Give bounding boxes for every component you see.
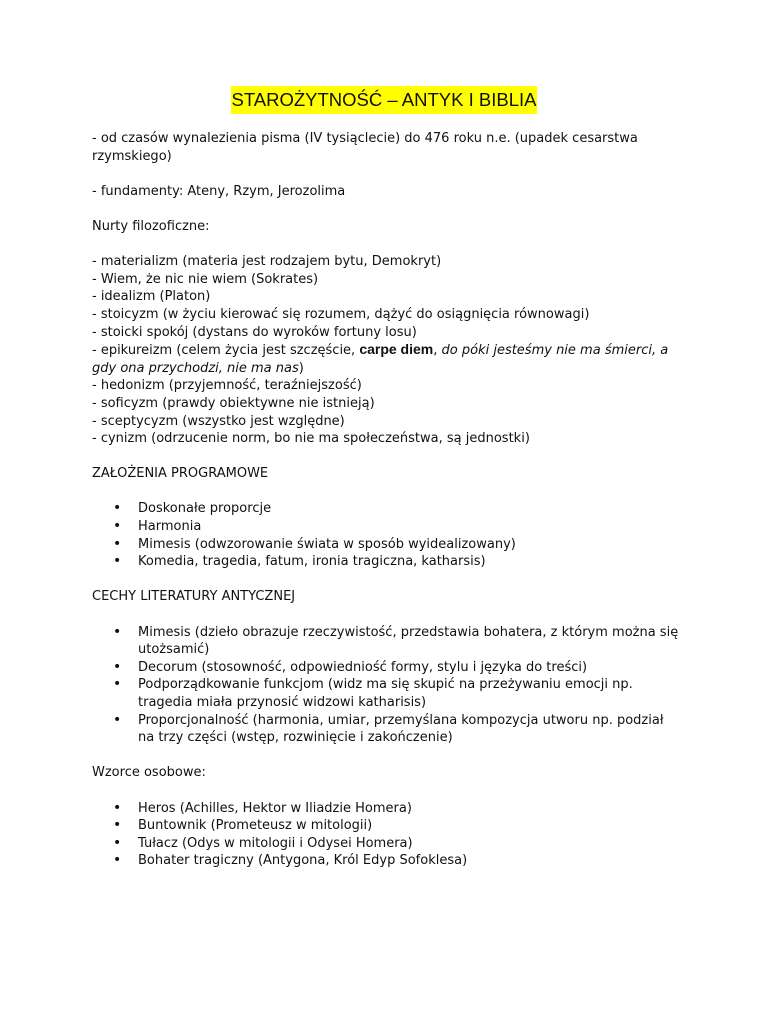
document-body <box>92 130 682 870</box>
list-item: - sceptycyzm (wszystko jest względne) <box>92 413 345 429</box>
philosophy-heading: Nurty filozoficzne: <box>92 218 210 234</box>
list-item: • Mimesis (dzieło obrazuje rzeczywistość, przedstawia bohatera, z którym można się utożsamić) <box>92 624 682 659</box>
carpe-diem-phrase: carpe diem <box>359 341 434 358</box>
list-item: - materializm (materia jest rodzajem bytu, Demokryt) <box>92 254 442 270</box>
list-item: • Heros (Achilles, Hektor w Iliadzie Homera) <box>92 800 682 818</box>
list-item: • Tułacz (Odys w mitologii i Odysei Homera) <box>92 835 682 853</box>
list-item: • Komedia, tragedia, fatum, ironia tragiczna, katharsis) <box>92 553 682 571</box>
list-item: - Wiem, że nic nie wiem (Sokrates) <box>92 271 319 287</box>
list-item: - hedonizm (przyjemność, teraźniejszość) <box>92 378 362 394</box>
program-list <box>92 500 682 570</box>
intro-line-period: - od czasów wynalezienia pisma (IV tysiąclecie) do 476 roku n.e. (upadek cesarstwa rzymskiego) <box>92 131 638 164</box>
list-item: • Bohater tragiczny (Antygona, Król Edyp Sofoklesa) <box>92 852 682 870</box>
role-models-heading: Wzorce osobowe: <box>92 765 206 781</box>
intro-line-foundations: - fundamenty: Ateny, Rzym, Jerozolima <box>92 183 346 199</box>
list-item: • Harmonia <box>92 518 682 536</box>
features-heading: CECHY LITERATURY ANTYCZNEJ <box>92 589 296 605</box>
list-item: - stoicyzm (w życiu kierować się rozumem, dążyć do osiągnięcia równowagi) <box>92 306 590 322</box>
philosophy-list <box>92 253 682 448</box>
list-item: - stoicki spokój (dystans do wyroków fortuny losu) <box>92 324 417 340</box>
list-item-epikureizm: - epikureizm (celem życia jest szczęście, carpe diem, do póki jesteśmy nie ma śmierci, a gdy ona przychodzi, nie ma nas) <box>92 341 669 376</box>
epikureizm-text: - epikureizm (celem życia jest szczęście, <box>92 343 360 359</box>
list-item: - cynizm (odrzucenie norm, bo nie ma społeczeństwa, są jednostki) <box>92 431 530 447</box>
epikureizm-quote: do póki jesteśmy nie ma śmierci, a gdy ona przychodzi, nie ma nas <box>92 343 669 376</box>
list-item: • Podporządkowanie funkcjom (widz ma się skupić na przeżywaniu emocji np. tragedia miała przynosić widzowi katharisis) <box>92 676 682 711</box>
list-item: • Buntownik (Prometeusz w mitologii) <box>92 817 682 835</box>
list-item: • Decorum (stosowność, odpowiedniość formy, stylu i języka do treści) <box>92 659 682 677</box>
list-item: - soficyzm (prawdy obiektywne nie istnieją) <box>92 395 375 411</box>
list-item: • Proporcjonalność (harmonia, umiar, przemyślana kompozycja utworu np. podział na trzy części (wstęp, rozwinięcie i zakończenie) <box>92 712 682 747</box>
features-list <box>92 624 682 747</box>
program-heading: ZAŁOŻENIA PROGRAMOWE <box>92 466 269 482</box>
list-item: • Mimesis (odwzorowanie świata w sposób wyidealizowany) <box>92 536 682 554</box>
list-item: • Doskonałe proporcje <box>92 500 682 518</box>
list-item: - idealizm (Platon) <box>92 289 211 305</box>
role-models-list <box>92 800 682 870</box>
document-title: STAROŻYTNOŚĆ – ANTYK I BIBLIA <box>231 86 538 114</box>
